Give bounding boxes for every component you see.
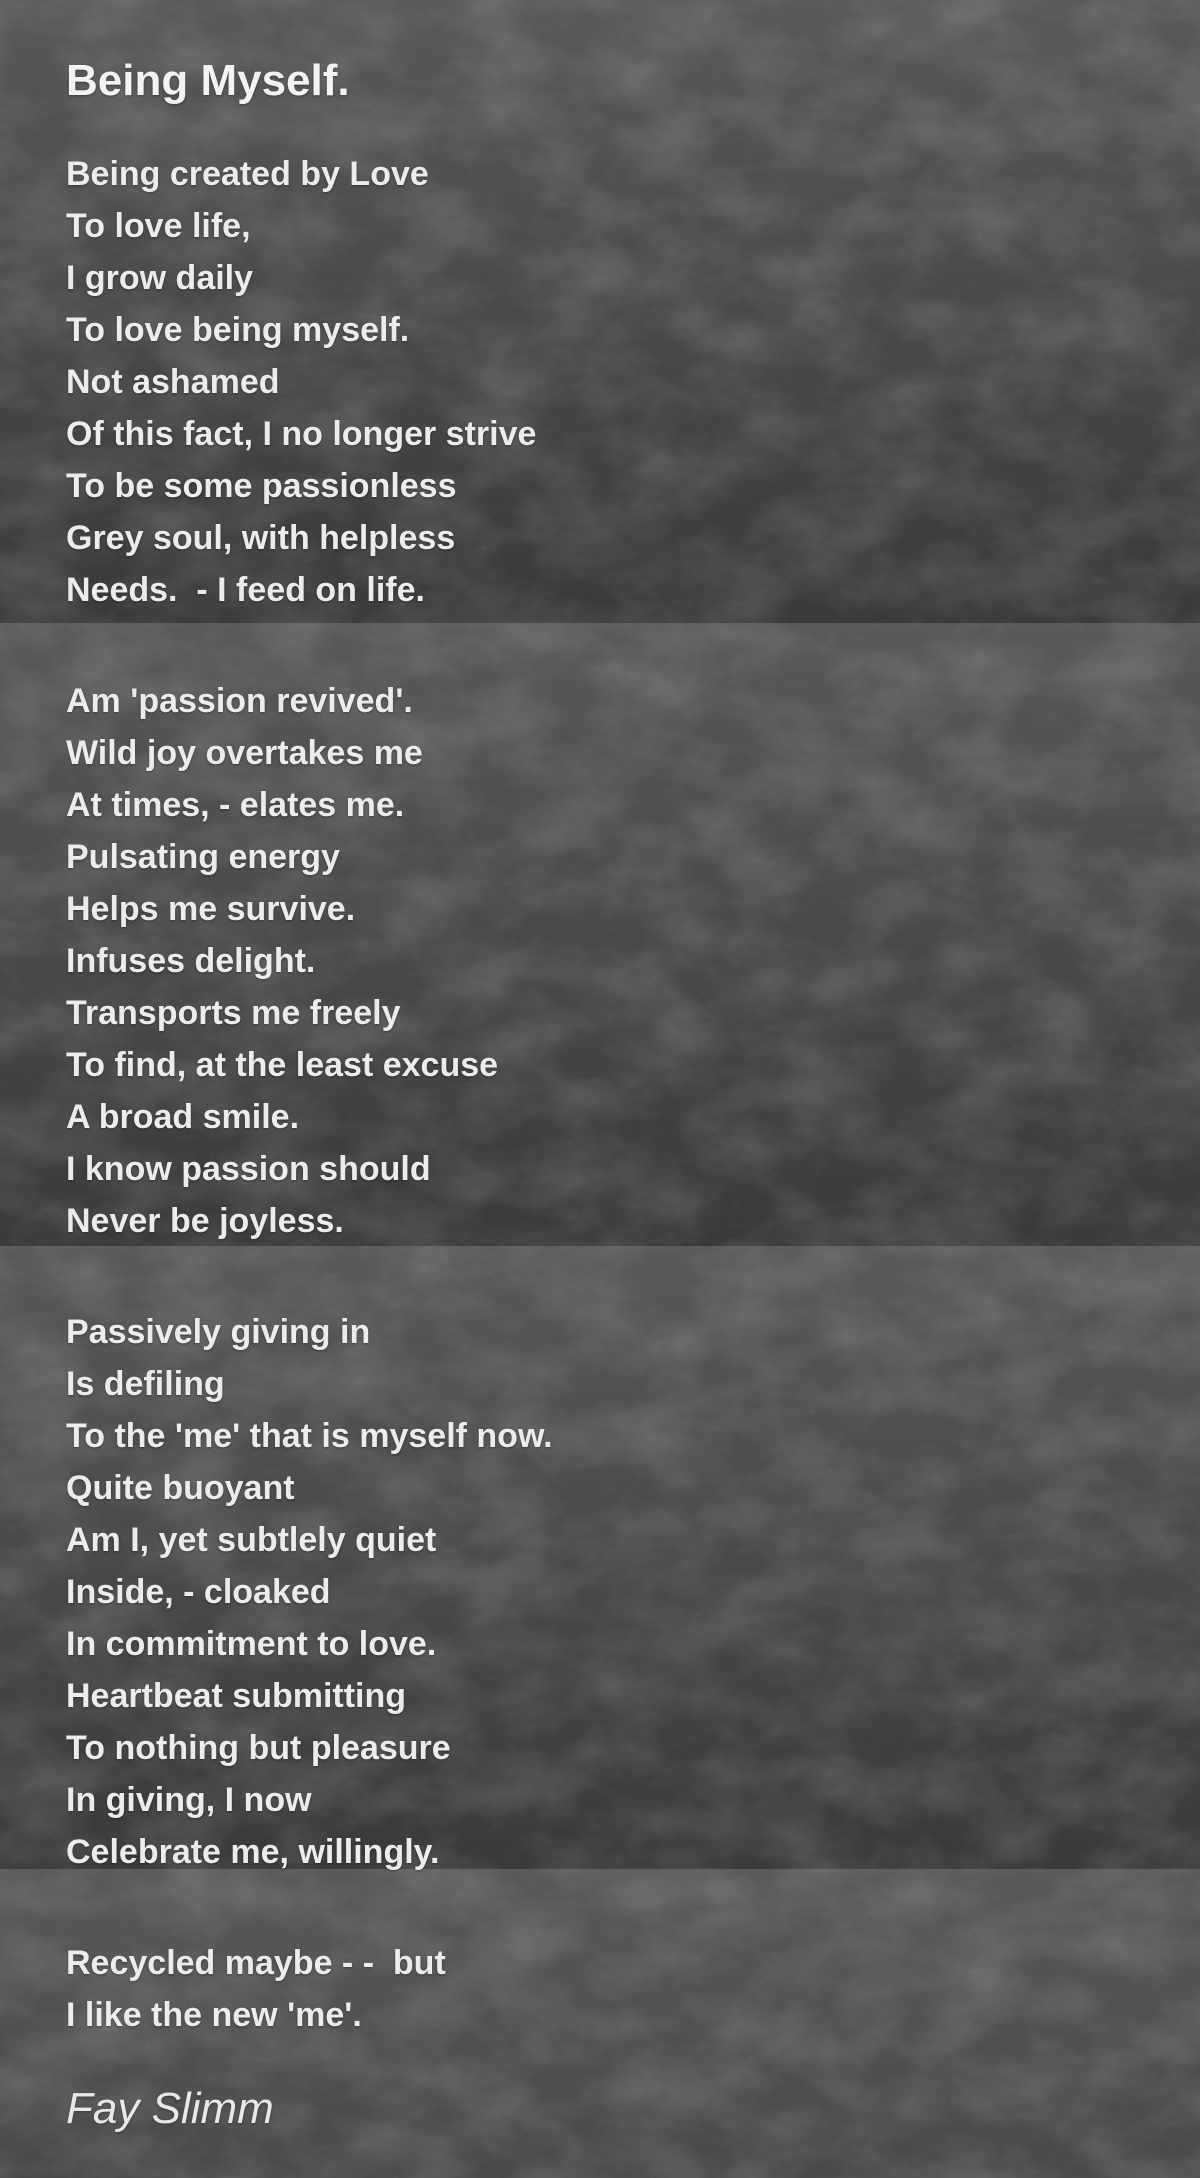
poem-stanza-4 bbox=[66, 1937, 1146, 2041]
poem-line: To nothing but pleasure bbox=[66, 1729, 451, 1767]
poem-line: To love being myself. bbox=[66, 311, 410, 349]
poem-line: Grey soul, with helpless bbox=[66, 519, 456, 557]
poem-stanza-1 bbox=[66, 148, 1146, 616]
poem-line: A broad smile. bbox=[66, 1098, 300, 1136]
poem-line: Heartbeat submitting bbox=[66, 1677, 407, 1715]
poem-line: Of this fact, I no longer strive bbox=[66, 415, 537, 453]
poem-line: To love life, bbox=[66, 207, 251, 245]
poem-line: In commitment to love. bbox=[66, 1625, 437, 1663]
poem-line: Infuses delight. bbox=[66, 942, 316, 980]
poem-line: In giving, I now bbox=[66, 1781, 312, 1819]
poem-line: Am I, yet subtlely quiet bbox=[66, 1521, 437, 1559]
poem-line: Passively giving in bbox=[66, 1313, 371, 1351]
poem-content bbox=[66, 0, 1146, 2135]
poem-line: I grow daily bbox=[66, 259, 254, 297]
poem-title: Being Myself. bbox=[66, 56, 350, 105]
poem-line: Being created by Love bbox=[66, 155, 429, 193]
poem-line: Is defiling bbox=[66, 1365, 225, 1403]
poem-line: At times, - elates me. bbox=[66, 786, 405, 824]
poem-line: I like the new 'me'. bbox=[66, 1996, 362, 2034]
poem-line: Never be joyless. bbox=[66, 1202, 344, 1240]
poem-line: Am 'passion revived'. bbox=[66, 682, 413, 720]
poem-stanza-2 bbox=[66, 675, 1146, 1247]
poem-line: Celebrate me, willingly. bbox=[66, 1833, 440, 1871]
poem-line: To be some passionless bbox=[66, 467, 457, 505]
poem-line: Helps me survive. bbox=[66, 890, 356, 928]
poem-line: Wild joy overtakes me bbox=[66, 734, 423, 772]
poem-line: Quite buoyant bbox=[66, 1469, 295, 1507]
poem-line: Pulsating energy bbox=[66, 838, 340, 876]
poem-line: Inside, - cloaked bbox=[66, 1573, 331, 1611]
poem-line: Needs. - I feed on life. bbox=[66, 571, 425, 609]
poem-line: To the 'me' that is myself now. bbox=[66, 1417, 553, 1455]
poem-line: Not ashamed bbox=[66, 363, 280, 401]
poem-stanza-3 bbox=[66, 1306, 1146, 1878]
poem-line: I know passion should bbox=[66, 1150, 431, 1188]
poem-author: Fay Slimm bbox=[66, 2084, 274, 2133]
poem-line: Transports me freely bbox=[66, 994, 401, 1032]
poem-line: To find, at the least excuse bbox=[66, 1046, 499, 1084]
poem-line: Recycled maybe - - but bbox=[66, 1944, 446, 1982]
